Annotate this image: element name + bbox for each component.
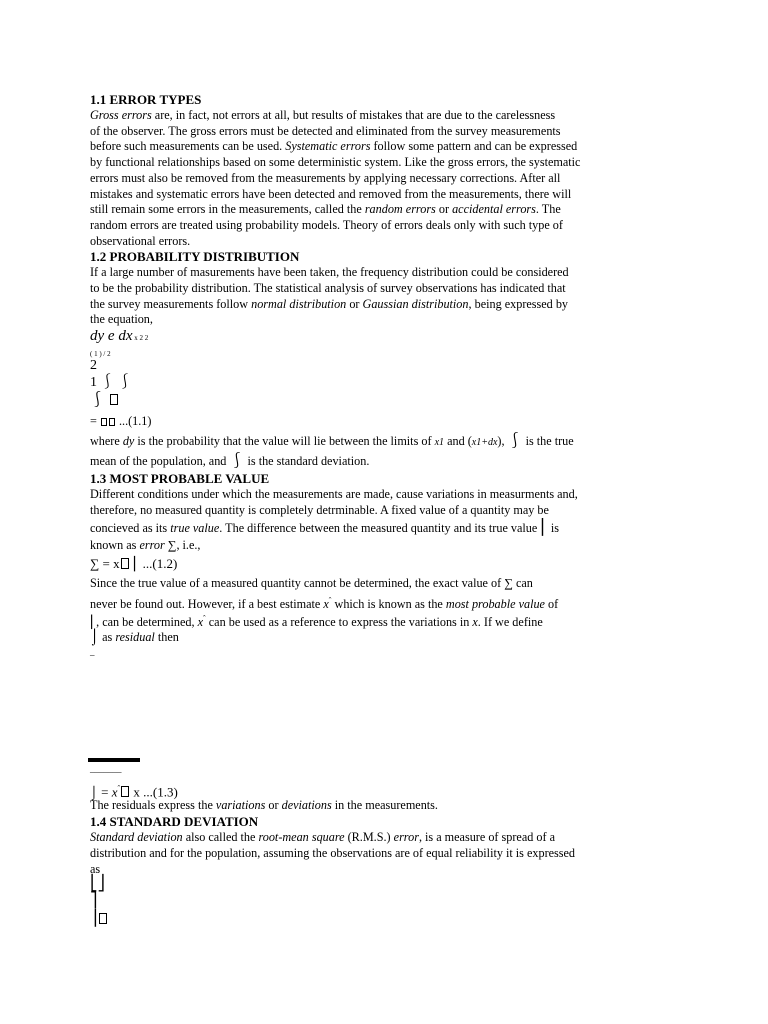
paragraph-line: the equation, xyxy=(90,312,153,326)
equation-fragment: ⎣⎦ xyxy=(90,876,105,892)
paragraph-line: where dy is the probability that the value will lie between the limits of x1 and (x1+dx), ⎰ is the true xyxy=(90,433,574,449)
equation-fragment: – xyxy=(90,650,95,660)
paragraph-line: If a large number of masurements have been taken, the frequency distribution could be considered xyxy=(90,265,569,279)
heading-standard-deviation: 1.4 STANDARD DEVIATION xyxy=(90,814,259,829)
paragraph-line: mean of the population, and ⎰ is the standard deviation. xyxy=(90,453,370,469)
heading-probability-distribution: 1.2 PROBABILITY DISTRIBUTION xyxy=(90,249,300,264)
equation-fragment: 2 xyxy=(90,358,97,373)
paragraph-line: never be found out. However, if a best estimate $x^ˆ$ which is known as the most probable value of xyxy=(90,596,559,612)
paragraph-line: observational errors. xyxy=(90,234,191,248)
heading-error-types: 1.1 ERROR TYPES xyxy=(90,92,202,107)
paragraph-line: of the observer. The gross errors must be detected and eliminated from the survey measurements xyxy=(90,124,561,138)
paragraph-line: Different conditions under which the measurements are made, cause variations in measurments and, xyxy=(90,487,578,501)
heading-most-probable-value: 1.3 MOST PROBABLE VALUE xyxy=(90,471,270,486)
paragraph-line: The residuals express the variations or deviations in the measurements. xyxy=(90,798,438,812)
horizontal-rule xyxy=(88,758,140,762)
equation-line-1-2: ∑ = x ⎜ ...(1.2) xyxy=(90,556,178,571)
paragraph-line: random errors are treated using probability models. Theory of errors deals only with such type of xyxy=(90,218,563,232)
paragraph-line: by functional relationships based on some deterministic system. Like the gross errors, the systematic xyxy=(90,155,581,169)
paragraph-line: as xyxy=(90,862,101,876)
paragraph-line: errors must also be removed from the measurements by applying necessary corrections. After all xyxy=(90,171,561,185)
paragraph-line: Since the true value of a measured quantity cannot be determined, the exact value of ∑ can xyxy=(90,576,533,590)
paragraph-line: before such measurements can be used. Systematic errors follow some pattern and can be expressed xyxy=(90,139,578,153)
paragraph-line: Gross errors are, in fact, not errors at all, but results of mistakes that are due to the carelessness xyxy=(90,108,556,122)
paragraph-line: concieved as its true value. The difference between the measured quantity and its true value ⎜ is xyxy=(90,520,560,536)
equation-line-1-1: = ...(1.1) xyxy=(90,414,152,428)
equation-fragment: ( 1 ) / 2 xyxy=(90,350,111,358)
equation-fragment: ⎥ xyxy=(90,912,108,927)
equation-fragment: ⎰ xyxy=(90,393,119,408)
paragraph-line: distribution and for the population, assuming the observations are of equal reliability it is expressed xyxy=(90,846,576,860)
paragraph-line: ⌡ as residual then xyxy=(90,629,179,645)
equation-fragment: ⎤ xyxy=(90,893,98,909)
paragraph-line: Standard deviation also called the root-mean square (R.M.S.) error, is a measure of spread of a xyxy=(90,830,555,844)
paragraph-line: still remain some errors in the measurements, called the random errors or accidental errors. The xyxy=(90,202,561,216)
paragraph-line: ⎜, can be determined, $x^ˆ$ can be used as a reference to express the variations in x. If we define xyxy=(90,614,543,630)
equation-fragment: _______ xyxy=(90,764,122,774)
paragraph-line: to be the probability distribution. The statistical analysis of survey observations has indicated that xyxy=(90,281,566,295)
paragraph-line: mistakes and systematic errors have been detected and removed from the measurements, there will xyxy=(90,187,572,201)
paragraph-line: known as error ∑, i.e., xyxy=(90,538,201,552)
paragraph-line: therefore, no measured quantity is completely detrminable. A fixed value of a quantity may be xyxy=(90,503,549,517)
equation-line-1-3: ⌡ = $x^ˆ$ x ...(1.3) xyxy=(90,784,178,800)
equation-fragment: 1 ⎰ ⎰ xyxy=(90,375,132,390)
paragraph-line: the survey measurements follow normal distribution or Gaussian distribution, being expressed by xyxy=(90,297,569,311)
equation-fragment: dy e dx x 2 2 xyxy=(90,328,149,344)
